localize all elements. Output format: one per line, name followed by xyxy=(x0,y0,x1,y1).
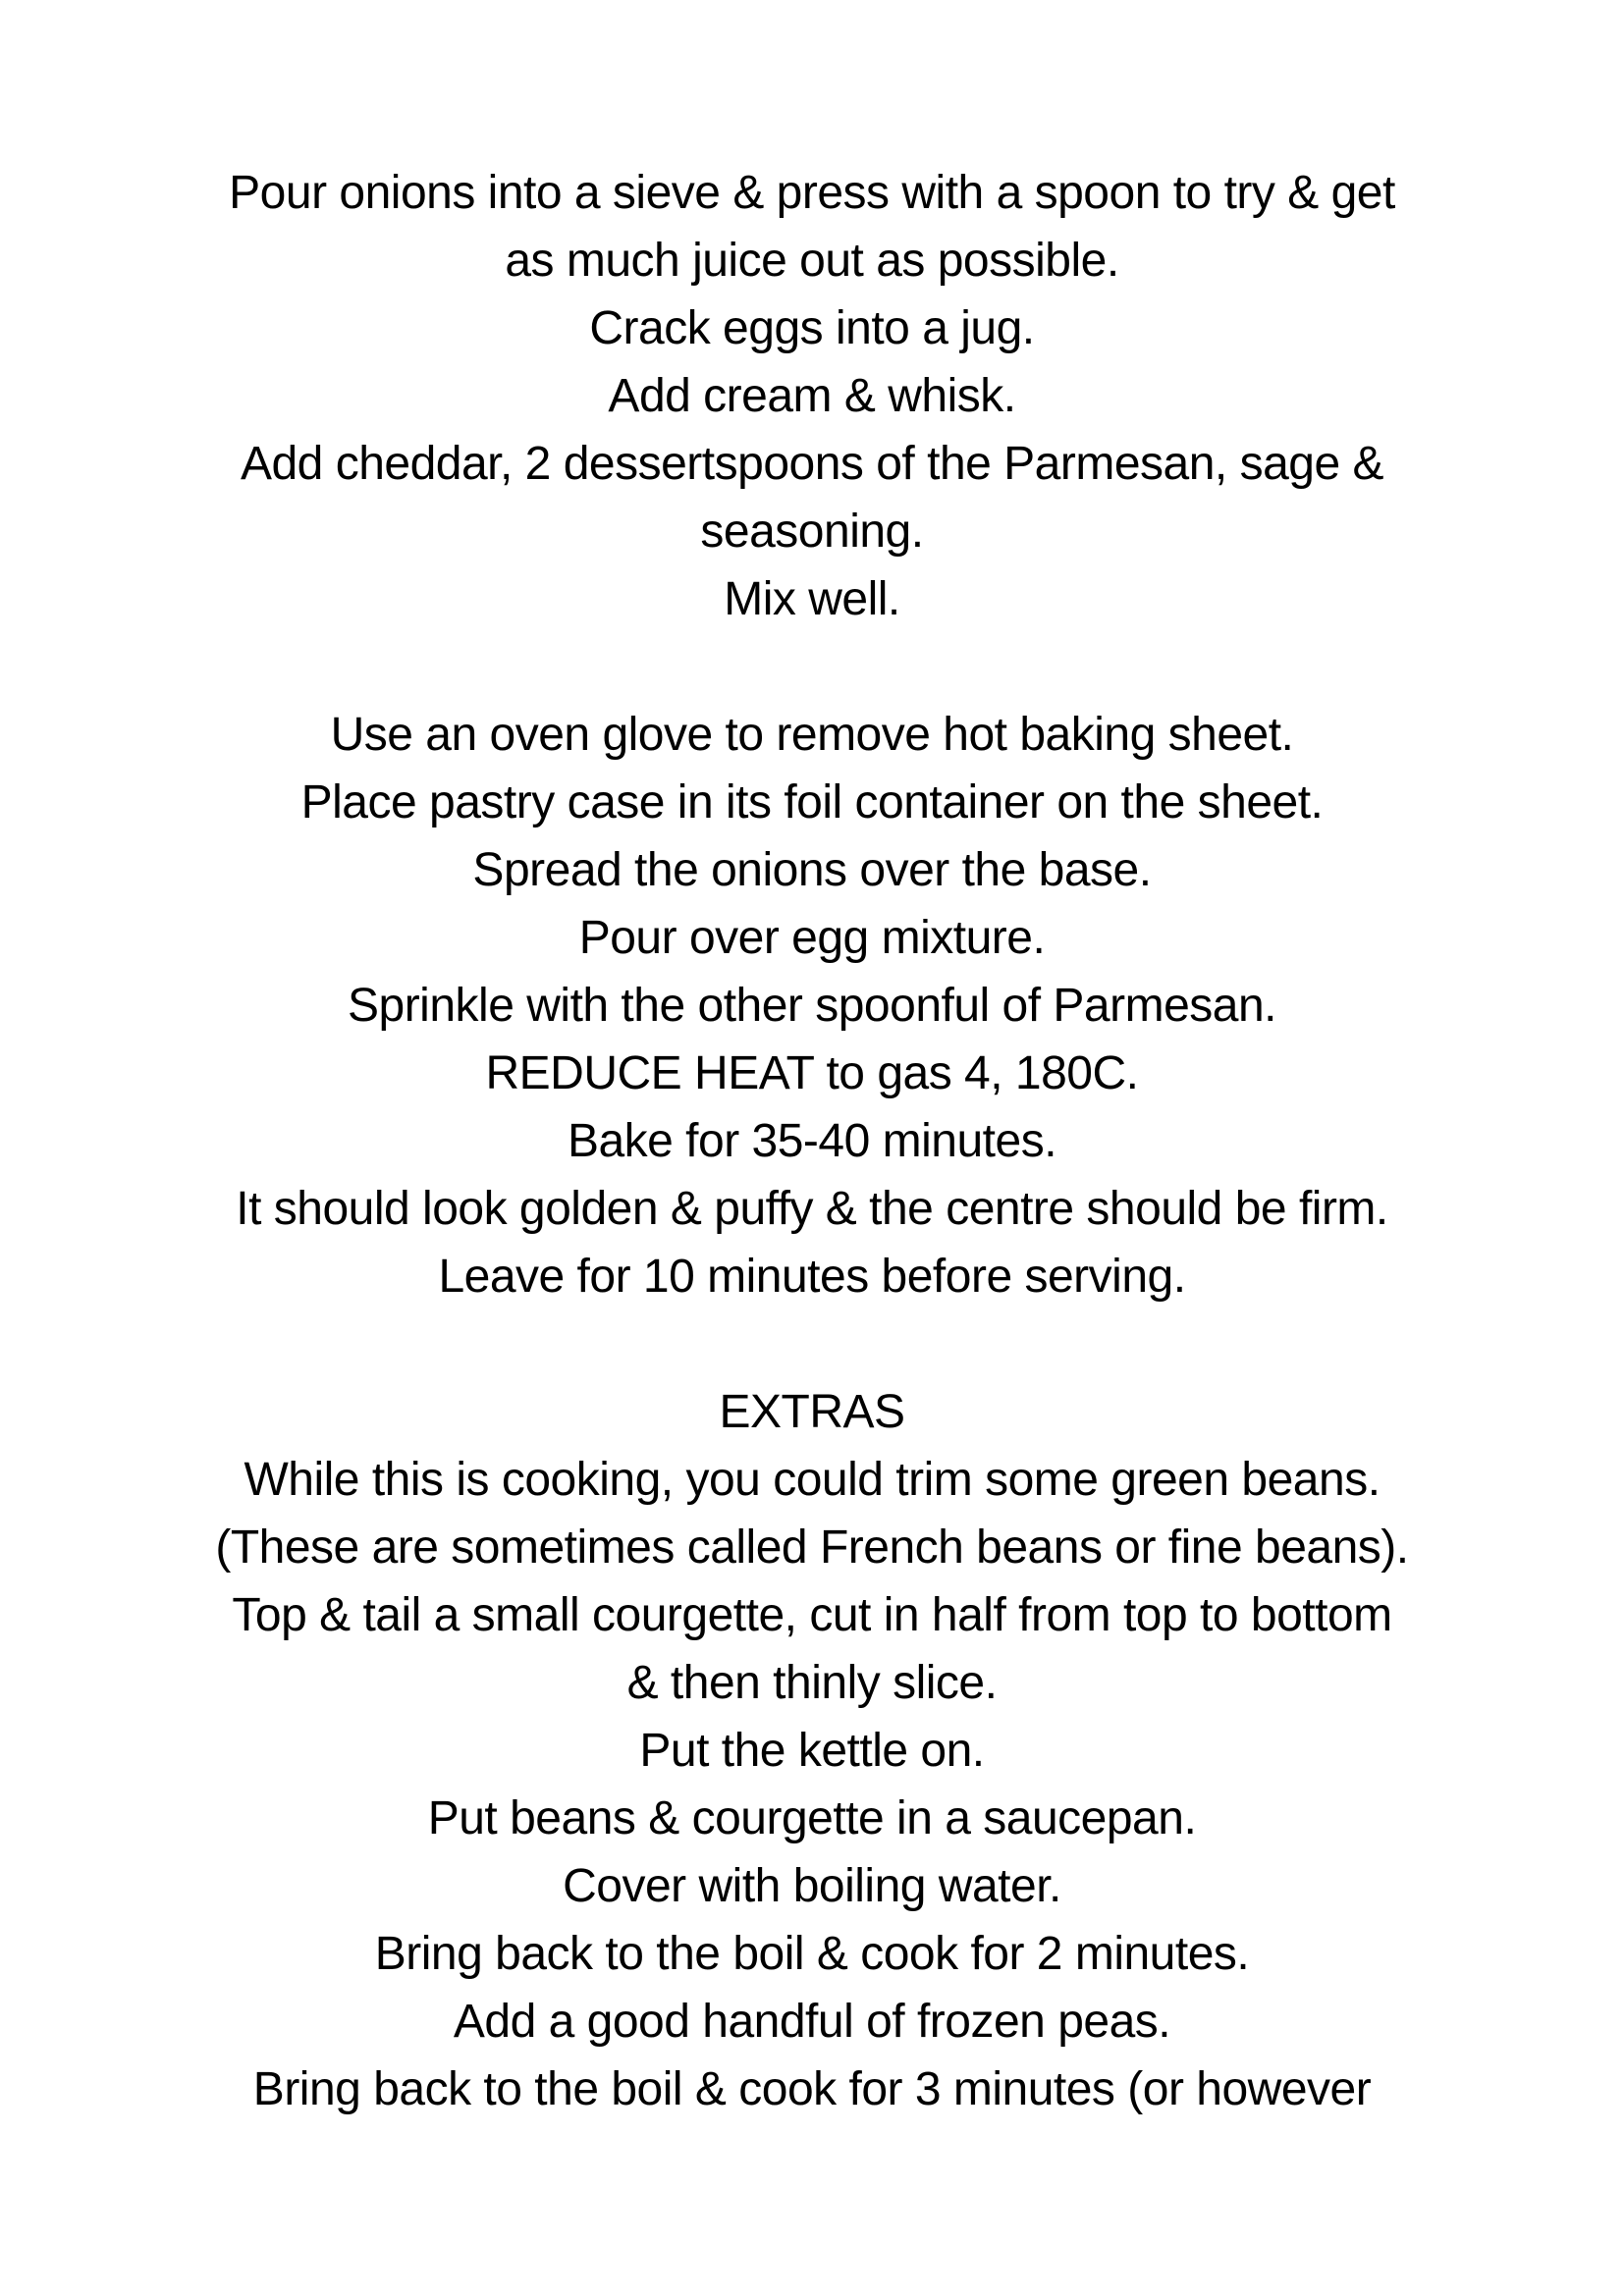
recipe-line: Bake for 35-40 minutes. xyxy=(567,1115,1057,1167)
recipe-line: REDUCE HEAT to gas 4, 180C. xyxy=(485,1047,1139,1099)
recipe-line: Bring back to the boil & cook for 3 minutes (or however xyxy=(252,2063,1372,2115)
recipe-line: Crack eggs into a jug. xyxy=(589,302,1035,354)
recipe-line: Pour over egg mixture. xyxy=(578,912,1046,964)
recipe-line: Add cream & whisk. xyxy=(608,370,1016,422)
recipe-line: Bring back to the boil & cook for 2 minutes. xyxy=(374,1928,1250,1980)
recipe-line: It should look golden & puffy & the centre should be firm. xyxy=(236,1183,1388,1235)
recipe-line: Put the kettle on. xyxy=(639,1725,985,1777)
recipe-paragraph-extras xyxy=(59,1378,1565,2123)
recipe-line: Cover with boiling water. xyxy=(563,1860,1061,1912)
recipe-paragraph-mixture xyxy=(59,159,1565,633)
recipe-line: Add a good handful of frozen peas. xyxy=(453,1996,1171,2048)
recipe-line: Use an oven glove to remove hot baking sheet. xyxy=(330,709,1294,761)
recipe-line: (These are sometimes called French beans or fine beans). xyxy=(215,1522,1409,1574)
recipe-paragraph-baking xyxy=(59,701,1565,1310)
recipe-line: Mix well. xyxy=(724,573,900,625)
recipe-line: Leave for 10 minutes before serving. xyxy=(438,1251,1186,1303)
recipe-line: Put beans & courgette in a saucepan. xyxy=(427,1792,1197,1844)
recipe-line: Place pastry case in its foil container on the sheet. xyxy=(300,776,1324,828)
recipe-line: Top & tail a small courgette, cut in half from top to bottom xyxy=(232,1589,1392,1641)
recipe-line: Add cheddar, 2 dessertspoons of the Parmesan, sage & xyxy=(240,438,1384,490)
recipe-line: Sprinkle with the other spoonful of Parmesan. xyxy=(347,980,1277,1032)
recipe-line: seasoning. xyxy=(700,506,924,558)
recipe-line: Spread the onions over the base. xyxy=(472,844,1152,896)
recipe-line: Pour onions into a sieve & press with a spoon to try & get xyxy=(229,167,1395,219)
recipe-line: as much juice out as possible. xyxy=(505,235,1119,287)
recipe-line: & then thinly slice. xyxy=(626,1657,998,1709)
extras-heading: EXTRAS xyxy=(719,1386,905,1438)
recipe-line: While this is cooking, you could trim some green beans. xyxy=(244,1454,1380,1506)
